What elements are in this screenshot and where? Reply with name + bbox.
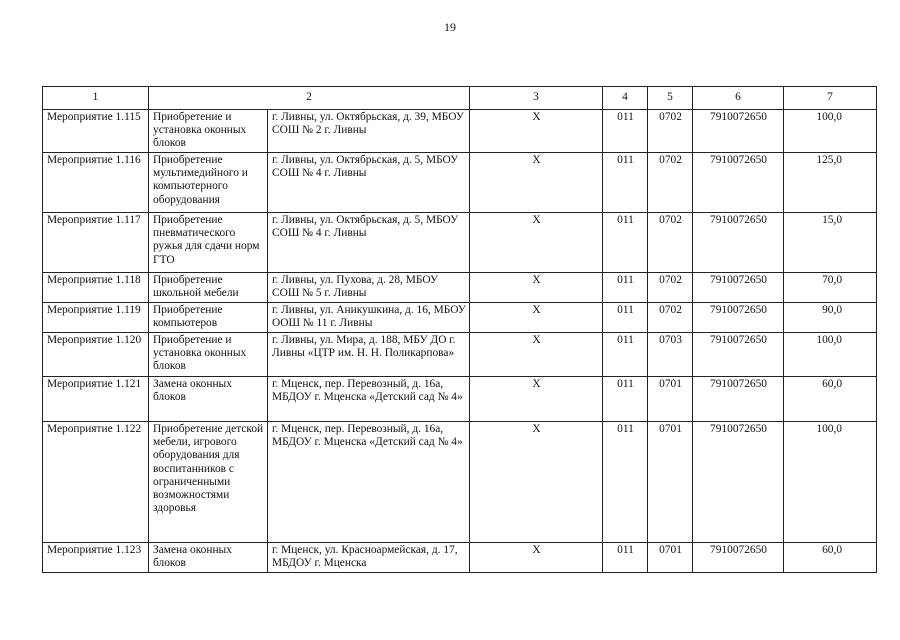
col-3-value: X (470, 543, 603, 573)
event-description: Приобретение школьной мебели (149, 273, 268, 303)
table-row (43, 273, 877, 303)
col-3-value: X (470, 153, 603, 213)
col-4-value: 011 (603, 153, 648, 213)
event-address: г. Ливны, ул. Мира, д. 188, МБУ ДО г. Ливны «ЦТР им. Н. Н. Поликарпова» (268, 333, 470, 377)
event-number: Мероприятие 1.118 (43, 273, 149, 303)
col-3-value: X (470, 213, 603, 273)
col-3-value: X (470, 377, 603, 422)
col-5-value: 0702 (648, 273, 693, 303)
col-4-value: 011 (603, 543, 648, 573)
col-6-value: 7910072650 (693, 543, 784, 573)
event-number: Мероприятие 1.120 (43, 333, 149, 377)
col-5-value: 0702 (648, 303, 693, 333)
col-3-value: X (470, 303, 603, 333)
amount-value: 15,0 (784, 213, 877, 273)
table-row (43, 110, 877, 153)
event-address: г. Мценск, пер. Перевозный, д. 16а, МБДОУ г. Мценска «Детский сад № 4» (268, 377, 470, 422)
event-description: Приобретение пневматического ружья для сдачи норм ГТО (149, 213, 268, 273)
header-col-3: 3 (470, 87, 603, 110)
table-row (43, 153, 877, 213)
event-number: Мероприятие 1.117 (43, 213, 149, 273)
event-number: Мероприятие 1.122 (43, 422, 149, 543)
col-6-value: 7910072650 (693, 333, 784, 377)
event-address: г. Ливны, ул. Пухова, д. 28, МБОУ СОШ № 5 г. Ливны (268, 273, 470, 303)
col-5-value: 0702 (648, 213, 693, 273)
col-6-value: 7910072650 (693, 273, 784, 303)
page-number: 19 (444, 20, 456, 34)
col-4-value: 011 (603, 377, 648, 422)
amount-value: 100,0 (784, 422, 877, 543)
header-col-1: 1 (43, 87, 149, 110)
amount-value: 60,0 (784, 377, 877, 422)
event-description: Приобретение и установка оконных блоков (149, 333, 268, 377)
col-6-value: 7910072650 (693, 213, 784, 273)
event-address: г. Ливны, ул. Аникушкина, д. 16, МБОУ ООШ № 11 г. Ливны (268, 303, 470, 333)
table-row (43, 213, 877, 273)
event-address: г. Ливны, ул. Октябрьская, д. 5, МБОУ СОШ № 4 г. Ливны (268, 213, 470, 273)
col-6-value: 7910072650 (693, 303, 784, 333)
amount-value: 60,0 (784, 543, 877, 573)
header-col-7: 7 (784, 87, 877, 110)
col-3-value: X (470, 273, 603, 303)
col-3-value: X (470, 422, 603, 543)
col-4-value: 011 (603, 333, 648, 377)
col-5-value: 0702 (648, 110, 693, 153)
budget-table (42, 86, 877, 573)
event-number: Мероприятие 1.123 (43, 543, 149, 573)
col-4-value: 011 (603, 213, 648, 273)
event-number: Мероприятие 1.116 (43, 153, 149, 213)
event-number: Мероприятие 1.119 (43, 303, 149, 333)
event-description: Замена оконных блоков (149, 543, 268, 573)
col-5-value: 0701 (648, 422, 693, 543)
amount-value: 90,0 (784, 303, 877, 333)
col-5-value: 0701 (648, 543, 693, 573)
col-4-value: 011 (603, 303, 648, 333)
col-6-value: 7910072650 (693, 153, 784, 213)
event-number: Мероприятие 1.121 (43, 377, 149, 422)
table-row (43, 333, 877, 377)
col-4-value: 011 (603, 273, 648, 303)
header-row (43, 87, 877, 110)
col-6-value: 7910072650 (693, 422, 784, 543)
event-description: Приобретение компьютеров (149, 303, 268, 333)
col-4-value: 011 (603, 110, 648, 153)
col-6-value: 7910072650 (693, 110, 784, 153)
col-5-value: 0703 (648, 333, 693, 377)
header-col-4: 4 (603, 87, 648, 110)
col-6-value: 7910072650 (693, 377, 784, 422)
col-3-value: X (470, 333, 603, 377)
event-description: Приобретение и установка оконных блоков (149, 110, 268, 153)
event-address: г. Ливны, ул. Октябрьская, д. 5, МБОУ СОШ № 4 г. Ливны (268, 153, 470, 213)
amount-value: 100,0 (784, 110, 877, 153)
col-4-value: 011 (603, 422, 648, 543)
event-description: Приобретение мультимедийного и компьютерного оборудования (149, 153, 268, 213)
event-description: Приобретение детской мебели, игрового оборудования для воспитанников с ограниченными возможностями здоровья (149, 422, 268, 543)
table-row (43, 422, 877, 543)
col-5-value: 0701 (648, 377, 693, 422)
amount-value: 125,0 (784, 153, 877, 213)
event-address: г. Мценск, пер. Перевозный, д. 16а, МБДОУ г. Мценска «Детский сад № 4» (268, 422, 470, 543)
event-address: г. Ливны, ул. Октябрьская, д. 39, МБОУ СОШ № 2 г. Ливны (268, 110, 470, 153)
amount-value: 100,0 (784, 333, 877, 377)
amount-value: 70,0 (784, 273, 877, 303)
col-5-value: 0702 (648, 153, 693, 213)
event-description: Замена оконных блоков (149, 377, 268, 422)
table-row (43, 543, 877, 573)
event-number: Мероприятие 1.115 (43, 110, 149, 153)
event-address: г. Мценск, ул. Красноармейская, д. 17, МБДОУ г. Мценска (268, 543, 470, 573)
header-col-5: 5 (648, 87, 693, 110)
header-col-2: 2 (149, 87, 470, 110)
header-col-6: 6 (693, 87, 784, 110)
col-3-value: X (470, 110, 603, 153)
table-row (43, 377, 877, 422)
table-row (43, 303, 877, 333)
